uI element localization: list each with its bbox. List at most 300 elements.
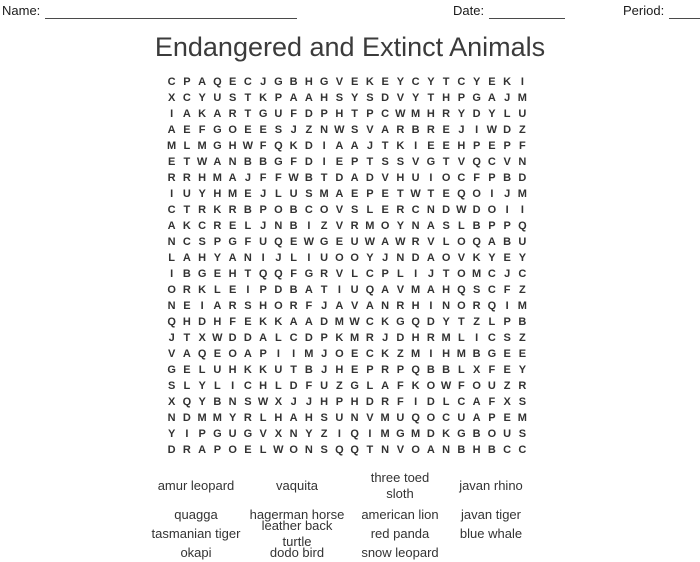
grid-letter: E xyxy=(350,76,359,88)
grid-letter: H xyxy=(274,412,283,424)
word-item: snow leopard xyxy=(361,544,439,560)
grid-letter: K xyxy=(365,76,374,88)
grid-letter: U xyxy=(274,108,283,120)
grid-letter: Q xyxy=(258,268,268,280)
name-label: Name: xyxy=(2,3,41,18)
grid-letter: K xyxy=(198,284,207,296)
grid-letter: B xyxy=(503,236,512,248)
grid-letter: P xyxy=(366,188,374,200)
grid-letter: Y xyxy=(396,220,405,232)
grid-letter: S xyxy=(244,300,252,312)
grid-letter: Z xyxy=(519,332,526,344)
grid-letter: B xyxy=(411,124,420,136)
grid-letter: H xyxy=(320,92,329,104)
grid-letter: K xyxy=(381,316,390,328)
grid-letter: T xyxy=(366,156,374,168)
grid-letter: O xyxy=(426,380,436,392)
grid-letter: Y xyxy=(198,396,206,408)
date-field xyxy=(453,2,565,19)
grid-letter: Z xyxy=(519,284,526,296)
grid-letter: P xyxy=(366,364,374,376)
grid-letter: I xyxy=(429,172,433,184)
grid-letter: B xyxy=(442,364,451,376)
grid-letter: O xyxy=(411,444,420,456)
grid-letter: P xyxy=(320,108,328,120)
grid-letter: K xyxy=(259,316,268,328)
grid-letter: T xyxy=(442,156,450,168)
grid-letter: L xyxy=(275,188,282,200)
grid-letter: I xyxy=(322,156,326,168)
grid-letter: E xyxy=(503,364,511,376)
grid-letter: O xyxy=(487,204,497,216)
grid-letter: K xyxy=(396,140,405,152)
grid-letter: R xyxy=(213,220,222,232)
grid-letter: E xyxy=(503,252,511,264)
grid-letter: P xyxy=(350,156,359,168)
grid-letter: H xyxy=(411,332,420,344)
grid-letter: I xyxy=(170,108,174,120)
grid-letter: Z xyxy=(503,380,511,392)
grid-letter: V xyxy=(457,252,466,264)
grid-letter: C xyxy=(167,204,176,216)
grid-letter: L xyxy=(183,380,191,392)
grid-letter: S xyxy=(350,204,359,216)
grid-letter: Z xyxy=(397,348,404,360)
grid-letter: O xyxy=(441,172,451,184)
grid-letter: S xyxy=(442,220,450,232)
grid-letter: H xyxy=(426,108,435,120)
grid-letter: D xyxy=(426,316,435,328)
grid-letter: P xyxy=(183,76,191,88)
grid-letter: G xyxy=(274,156,283,168)
grid-letter: C xyxy=(518,444,527,456)
grid-letter: I xyxy=(429,348,433,360)
grid-letter: N xyxy=(320,124,329,136)
grid-letter: M xyxy=(197,140,207,152)
grid-letter: F xyxy=(290,108,297,120)
grid-letter: L xyxy=(458,220,465,232)
grid-letter: P xyxy=(488,172,496,184)
grid-letter: R xyxy=(320,268,329,280)
grid-letter: E xyxy=(350,348,359,360)
grid-letter: B xyxy=(289,220,298,232)
grid-letter: Y xyxy=(411,92,420,104)
grid-letter: X xyxy=(503,396,511,408)
grid-letter: L xyxy=(168,252,175,264)
grid-letter: R xyxy=(396,300,405,312)
grid-letter: U xyxy=(350,236,359,248)
grid-letter: M xyxy=(197,412,207,424)
grid-letter: M xyxy=(365,220,375,232)
grid-letter: K xyxy=(182,220,191,232)
grid-letter: T xyxy=(320,284,328,296)
grid-letter: I xyxy=(292,348,296,360)
grid-letter: E xyxy=(518,348,527,360)
grid-letter: F xyxy=(519,140,526,152)
grid-letter: K xyxy=(503,76,512,88)
grid-letter: G xyxy=(197,268,207,280)
grid-letter: D xyxy=(228,332,237,344)
grid-letter: H xyxy=(228,268,237,280)
grid-letter: D xyxy=(442,204,451,216)
grid-letter: M xyxy=(228,188,238,200)
grid-letter: H xyxy=(228,364,237,376)
grid-letter: N xyxy=(167,412,176,424)
grid-letter: L xyxy=(397,268,404,280)
grid-letter: J xyxy=(427,268,434,280)
grid-letter: F xyxy=(259,172,267,184)
grid-letter: T xyxy=(183,156,191,168)
grid-letter: T xyxy=(244,92,252,104)
grid-letter: K xyxy=(381,348,390,360)
grid-letter: M xyxy=(411,108,421,120)
grid-letter: R xyxy=(442,108,451,120)
grid-letter: N xyxy=(518,156,527,168)
grid-letter: U xyxy=(518,236,527,248)
grid-letter: Y xyxy=(488,252,496,264)
grid-letter: S xyxy=(472,284,481,296)
grid-letter: Q xyxy=(518,220,527,232)
grid-letter: Y xyxy=(198,188,206,200)
grid-letter: L xyxy=(244,220,252,232)
grid-letter: H xyxy=(182,316,191,328)
grid-letter: G xyxy=(167,364,176,376)
grid-letter: M xyxy=(304,348,314,360)
grid-letter: T xyxy=(458,316,465,328)
grid-letter: S xyxy=(396,156,405,168)
grid-letter: H xyxy=(213,188,222,200)
grid-letter: U xyxy=(350,284,359,296)
grid-letter: N xyxy=(396,252,405,264)
grid-letter: C xyxy=(411,76,420,88)
grid-letter: A xyxy=(426,220,435,232)
grid-letter: F xyxy=(244,236,252,248)
grid-letter: U xyxy=(335,412,344,424)
grid-letter: E xyxy=(350,188,359,200)
grid-letter: G xyxy=(487,348,497,360)
grid-letter: T xyxy=(427,92,435,104)
grid-letter: C xyxy=(289,332,298,344)
grid-letter: P xyxy=(503,316,511,328)
grid-letter: L xyxy=(351,268,358,280)
grid-letter: Y xyxy=(427,76,435,88)
grid-letter: O xyxy=(319,204,329,216)
grid-letter: Q xyxy=(274,268,283,280)
grid-letter: J xyxy=(504,92,511,104)
grid-letter: U xyxy=(320,252,329,264)
grid-letter: P xyxy=(396,364,405,376)
grid-letter: J xyxy=(458,124,465,136)
grid-letter: H xyxy=(304,412,313,424)
grid-letter: I xyxy=(414,268,418,280)
word-item: leather back turtle xyxy=(261,517,333,549)
grid-letter: G xyxy=(472,92,481,104)
grid-letter: I xyxy=(170,188,174,200)
grid-letter: O xyxy=(350,252,359,264)
grid-letter: J xyxy=(260,188,267,200)
grid-letter: Q xyxy=(411,316,420,328)
grid-letter: S xyxy=(366,92,374,104)
page-title: Endangered and Extinct Animals xyxy=(154,32,546,62)
grid-letter: C xyxy=(457,76,466,88)
grid-letter: Z xyxy=(320,220,328,232)
grid-letter: V xyxy=(366,124,374,136)
grid-letter: U xyxy=(487,380,496,392)
grid-letter: M xyxy=(319,188,329,200)
grid-letter: J xyxy=(504,188,511,200)
grid-letter: S xyxy=(518,428,527,440)
grid-letter: J xyxy=(275,252,282,264)
grid-letter: D xyxy=(365,172,374,184)
grid-letter: B xyxy=(289,284,298,296)
grid-letter: F xyxy=(503,284,511,296)
name-field xyxy=(2,2,297,19)
grid-letter: T xyxy=(290,364,297,376)
grid-letter: R xyxy=(182,444,191,456)
grid-letter: O xyxy=(335,252,344,264)
grid-letter: P xyxy=(457,92,466,104)
grid-letter: L xyxy=(275,332,282,344)
grid-letter: H xyxy=(335,364,344,376)
grid-letter: I xyxy=(322,140,326,152)
grid-letter: D xyxy=(396,332,405,344)
grid-letter: R xyxy=(426,124,435,136)
grid-letter: I xyxy=(307,252,311,264)
grid-letter: N xyxy=(381,444,390,456)
grid-letter: Y xyxy=(396,76,405,88)
grid-letter: H xyxy=(320,396,329,408)
grid-letter: E xyxy=(381,76,389,88)
grid-letter: O xyxy=(472,380,481,392)
grid-letter: W xyxy=(212,332,223,344)
grid-letter: E xyxy=(335,236,344,248)
letter-grid xyxy=(164,74,530,458)
grid-letter: I xyxy=(505,300,509,312)
grid-letter: F xyxy=(229,316,236,328)
grid-letter: U xyxy=(182,188,191,200)
grid-letter: R xyxy=(381,396,390,408)
grid-letter: Q xyxy=(350,444,359,456)
grid-letter: D xyxy=(320,316,329,328)
grid-letter: Z xyxy=(305,124,313,136)
grid-letter: Y xyxy=(228,412,237,424)
grid-letter: Q xyxy=(182,396,192,408)
word-item: vaquita xyxy=(276,478,318,493)
grid-letter: H xyxy=(335,108,344,120)
grid-letter: R xyxy=(182,172,191,184)
grid-letter: B xyxy=(243,156,252,168)
grid-letter: O xyxy=(457,300,466,312)
grid-letter: W xyxy=(349,316,360,328)
grid-letter: M xyxy=(517,92,527,104)
grid-letter: B xyxy=(304,172,313,184)
grid-letter: C xyxy=(182,236,191,248)
grid-letter: G xyxy=(319,76,329,88)
grid-letter: Q xyxy=(335,444,344,456)
grid-letter: I xyxy=(520,204,524,216)
grid-letter: Z xyxy=(519,124,526,136)
grid-letter: L xyxy=(183,140,191,152)
grid-letter: A xyxy=(472,412,481,424)
grid-letter: A xyxy=(198,444,207,456)
grid-letter: M xyxy=(350,332,360,344)
grid-letter: V xyxy=(457,156,466,168)
grid-letter: C xyxy=(304,204,313,216)
grid-letter: K xyxy=(213,204,222,216)
grid-letter: M xyxy=(167,140,177,152)
grid-letter: W xyxy=(242,140,254,152)
grid-letter: K xyxy=(243,364,252,376)
grid-letter: Z xyxy=(336,380,343,392)
grid-letter: Z xyxy=(320,428,328,440)
grid-letter: F xyxy=(305,380,313,392)
grid-letter: R xyxy=(472,300,481,312)
grid-letter: Z xyxy=(473,316,480,328)
grid-letter: Y xyxy=(167,428,176,440)
grid-letter: W xyxy=(196,156,208,168)
grid-letter: O xyxy=(167,284,176,296)
grid-letter: C xyxy=(167,76,176,88)
grid-letter: A xyxy=(426,284,435,296)
grid-letter: F xyxy=(305,300,313,312)
grid-letter: O xyxy=(274,300,283,312)
grid-letter: A xyxy=(426,444,435,456)
grid-letter: I xyxy=(490,188,494,200)
grid-letter: B xyxy=(472,220,481,232)
grid-letter: P xyxy=(503,220,511,232)
grid-letter: P xyxy=(198,428,206,440)
grid-letter: A xyxy=(487,92,496,104)
grid-letter: Q xyxy=(472,156,481,168)
grid-letter: H xyxy=(350,396,359,408)
grid-letter: E xyxy=(213,348,222,360)
grid-letter: B xyxy=(289,76,298,88)
word-item: three toed sloth xyxy=(370,470,430,501)
grid-letter: E xyxy=(183,300,191,312)
word-item: javan rhino xyxy=(459,478,523,493)
grid-letter: K xyxy=(335,332,344,344)
grid-letter: C xyxy=(503,444,512,456)
grid-letter: X xyxy=(274,428,283,440)
grid-letter: I xyxy=(505,204,509,216)
grid-letter: P xyxy=(259,348,267,360)
grid-letter: H xyxy=(228,140,237,152)
grid-letter: J xyxy=(321,300,328,312)
grid-letter: M xyxy=(472,268,482,280)
grid-letter: T xyxy=(381,140,389,152)
grid-letter: G xyxy=(258,108,268,120)
grid-letter: F xyxy=(397,396,404,408)
grid-letter: S xyxy=(305,188,313,200)
grid-letter: U xyxy=(411,172,420,184)
grid-letter: N xyxy=(167,236,176,248)
grid-letter: K xyxy=(472,252,481,264)
grid-letter: M xyxy=(411,348,421,360)
grid-letter: R xyxy=(426,332,435,344)
grid-letter: G xyxy=(396,428,405,440)
grid-letter: I xyxy=(185,428,189,440)
grid-letter: Y xyxy=(198,380,206,392)
grid-letter: T xyxy=(366,444,374,456)
word-item: hagerman horse xyxy=(249,506,345,522)
grid-letter: V xyxy=(411,156,420,168)
grid-letter: B xyxy=(213,396,222,408)
grid-letter: N xyxy=(228,156,237,168)
grid-letter: A xyxy=(243,348,252,360)
grid-letter: S xyxy=(335,92,344,104)
grid-letter: D xyxy=(304,108,313,120)
grid-letter: A xyxy=(335,188,344,200)
grid-letter: J xyxy=(382,252,389,264)
grid-letter: D xyxy=(304,140,313,152)
grid-letter: B xyxy=(426,364,435,376)
grid-letter: L xyxy=(275,380,282,392)
grid-letter: G xyxy=(304,268,314,280)
grid-letter: O xyxy=(472,188,481,200)
grid-letter: Q xyxy=(167,316,176,328)
grid-letter: T xyxy=(442,268,450,280)
grid-letter: V xyxy=(335,76,344,88)
grid-letter: M xyxy=(380,428,390,440)
name-blank-line xyxy=(45,4,297,19)
grid-letter: F xyxy=(473,172,480,184)
grid-letter: D xyxy=(411,252,420,264)
grid-letter: A xyxy=(304,316,313,328)
grid-letter: E xyxy=(488,76,496,88)
grid-letter: S xyxy=(350,124,359,136)
grid-letter: Q xyxy=(457,188,466,200)
grid-letter: H xyxy=(259,300,268,312)
grid-letter: K xyxy=(411,380,420,392)
grid-letter: N xyxy=(243,252,252,264)
grid-letter: U xyxy=(228,428,237,440)
grid-letter: E xyxy=(183,124,191,136)
grid-letter: U xyxy=(289,188,298,200)
period-field xyxy=(623,2,700,19)
grid-letter: V xyxy=(167,348,176,360)
grid-letter: U xyxy=(320,380,329,392)
grid-letter: S xyxy=(381,156,389,168)
grid-letter: A xyxy=(167,220,176,232)
grid-letter: E xyxy=(244,316,252,328)
grid-letter: K xyxy=(198,108,207,120)
grid-letter: C xyxy=(381,108,390,120)
grid-letter: X xyxy=(167,396,176,408)
grid-letter: L xyxy=(488,316,496,328)
grid-letter: D xyxy=(182,412,191,424)
grid-letter: E xyxy=(244,124,252,136)
grid-letter: R xyxy=(411,236,420,248)
grid-letter: G xyxy=(350,380,359,392)
grid-letter: Q xyxy=(274,140,283,152)
grid-letter: U xyxy=(213,92,222,104)
grid-letter: U xyxy=(503,428,512,440)
grid-letter: K xyxy=(442,428,451,440)
grid-letter: G xyxy=(228,236,237,248)
grid-letter: N xyxy=(442,444,451,456)
grid-letter: O xyxy=(274,204,283,216)
grid-letter: Y xyxy=(350,92,359,104)
grid-letter: D xyxy=(426,428,435,440)
grid-letter: R xyxy=(518,380,527,392)
grid-letter: V xyxy=(335,268,344,280)
grid-letter: W xyxy=(257,396,269,408)
grid-letter: P xyxy=(213,444,222,456)
grid-letter: R xyxy=(228,108,237,120)
grid-letter: R xyxy=(228,300,237,312)
grid-letter: R xyxy=(396,124,405,136)
grid-letter: Q xyxy=(197,348,207,360)
